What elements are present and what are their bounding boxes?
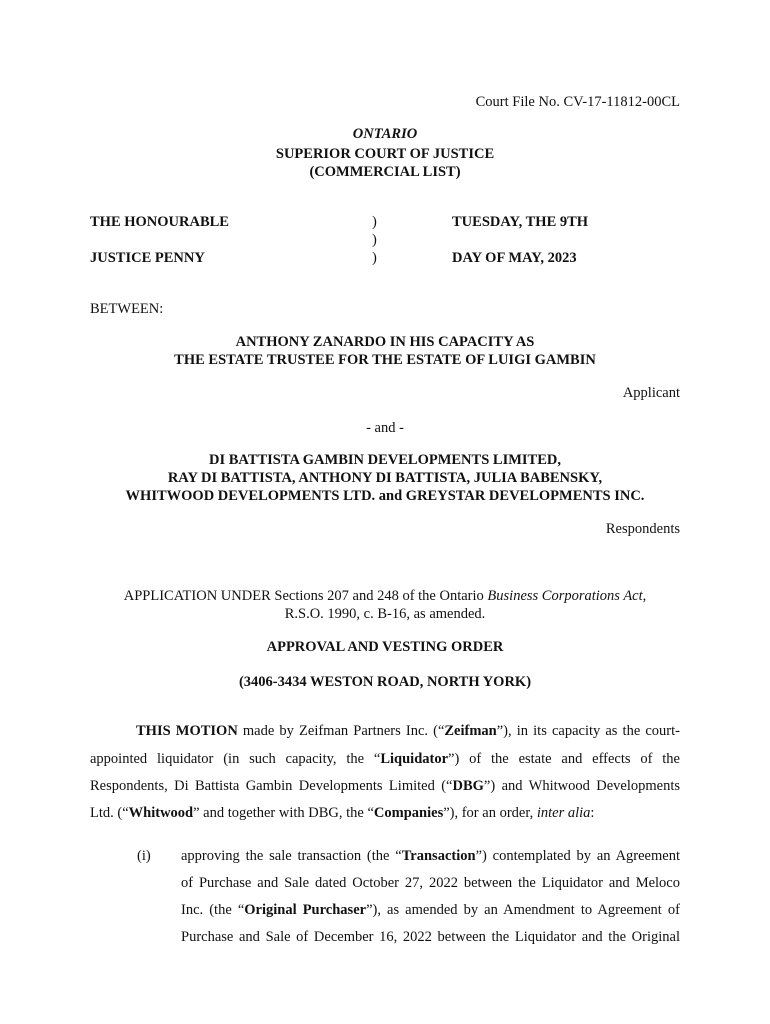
application-statute-line2: R.S.O. 1990, c. B-16, as amended. xyxy=(284,606,486,622)
body-line: Ltd. (“Whitwood” and together with DBG, the “Companies”), for an order, inter alia: xyxy=(90,805,595,821)
respondents-line2: RAY DI BATTISTA, ANTHONY DI BATTISTA, JULIA BABENSKY, xyxy=(167,470,603,486)
body-line: Respondents, Di Battista Gambin Developments Limited (“DBG”) and Whitwood Developments xyxy=(90,778,680,794)
bracket-paren: ) xyxy=(372,214,377,230)
respondents-line1: DI BATTISTA GAMBIN DEVELOPMENTS LIMITED, xyxy=(209,452,561,468)
list-item-line: Inc. (the “Original Purchaser”), as amended by an Amendment to Agreement of xyxy=(181,902,680,918)
list-item-line: of Purchase and Sale dated October 27, 2022 between the Liquidator and Meloco xyxy=(181,875,680,891)
bracket-paren: ) xyxy=(372,250,377,266)
judge-name: JUSTICE PENNY xyxy=(90,250,205,266)
court-heading: SUPERIOR COURT OF JUSTICE xyxy=(275,146,495,162)
list-item-line: approving the sale transaction (the “Transaction”) contemplated by an Agreement xyxy=(181,848,680,864)
list-heading: (COMMERCIAL LIST) xyxy=(309,164,461,180)
province-heading: ONTARIO xyxy=(352,126,418,142)
order-title: APPROVAL AND VESTING ORDER xyxy=(266,639,504,655)
judge-title: THE HONOURABLE xyxy=(90,214,229,230)
body-line: THIS MOTION made by Zeifman Partners Inc. (“Zeifman”), in its capacity as the court- xyxy=(136,723,680,739)
order-property: (3406-3434 WESTON ROAD, NORTH YORK) xyxy=(238,674,532,690)
applicant-name-line2: THE ESTATE TRUSTEE FOR THE ESTATE OF LUIGI GAMBIN xyxy=(174,352,596,368)
between-label: BETWEEN: xyxy=(90,301,164,317)
applicant-name-line1: ANTHONY ZANARDO IN HIS CAPACITY AS xyxy=(235,334,535,350)
application-statute-line1: APPLICATION UNDER Sections 207 and 248 of the Ontario Business Corporations Act, xyxy=(123,588,647,604)
hearing-date: DAY OF MAY, 2023 xyxy=(452,250,577,266)
list-item-line: Purchase and Sale of December 16, 2022 between the Liquidator and the Original xyxy=(181,929,680,945)
bracket-paren: ) xyxy=(372,232,377,248)
respondents-line3: WHITWOOD DEVELOPMENTS LTD. and GREYSTAR DEVELOPMENTS INC. xyxy=(125,488,645,504)
body-line: appointed liquidator (in such capacity, the “Liquidator”) of the estate and effects of the xyxy=(90,751,680,767)
hearing-day: TUESDAY, THE 9TH xyxy=(452,214,589,230)
and-separator: - and - xyxy=(366,420,404,436)
respondents-role: Respondents xyxy=(605,521,680,537)
court-file-number: Court File No. CV-17-11812-00CL xyxy=(475,94,680,110)
applicant-role: Applicant xyxy=(622,385,680,401)
list-item-marker: (i) xyxy=(137,848,151,864)
